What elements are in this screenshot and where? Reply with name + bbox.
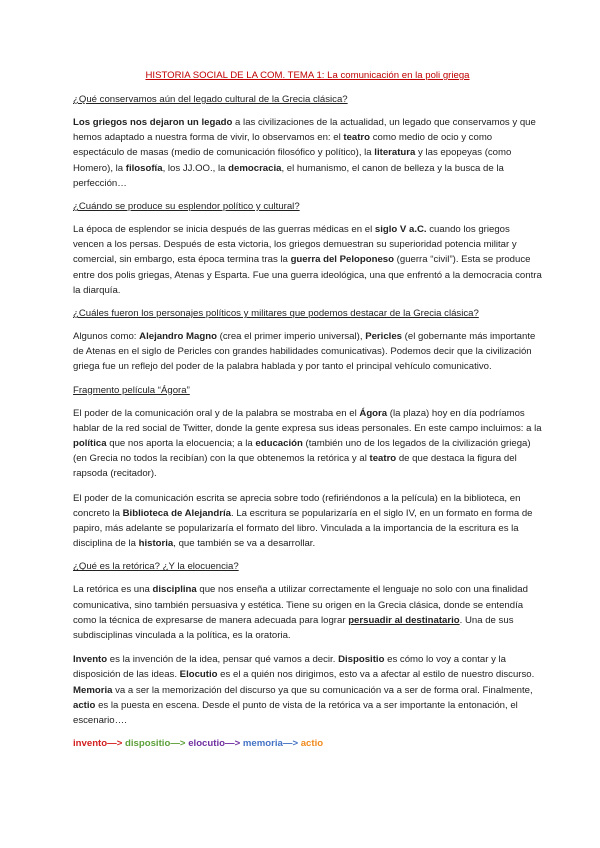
text-run: va a ser la memorización del discurso ya que su comunicación va a ser de forma oral. Finalmente, — [112, 684, 533, 696]
bold-text: política — [73, 438, 107, 450]
bold-text: filosofía — [125, 162, 163, 174]
bold-text: Elocutio — [179, 669, 218, 681]
section-question: ¿Cuándo se produce su esplendor político y cultural? — [73, 201, 300, 213]
text-run: y las epopeyas (como Homero), la — [73, 147, 512, 174]
bold-text: Pericles — [365, 331, 402, 343]
text-run: Algunos como: — [73, 331, 140, 343]
chain-arrow: —> — [282, 738, 301, 750]
text-run: cuando los griegos vencen a los persas. Después de esta victoria, los griegos demuestran su superioridad potencia militar y comercial, sin embargo, esta época termina tras la — [73, 224, 517, 266]
chain-step: dispositio — [125, 738, 171, 750]
text-run: como medio de ocio y como espectáculo de masas (medio de comunicación filosófico y político), la — [73, 132, 493, 159]
bold-text: teatro — [369, 453, 397, 465]
chain-step: actio — [300, 738, 324, 750]
text-run: , que también se va a desarrollar. — [173, 538, 316, 550]
bold-text: Biblioteca de Alejandría — [122, 507, 232, 519]
bold-text: Los griegos nos dejaron un legado — [73, 117, 233, 128]
text-run: (el gobernante más importante de Atenas en el siglo de Pericles con grandes habilidades comunicativas). Podemos decir que la civilización griega fue un reflejo del poder de la palabra hablada y por tanto el principal vehículo comunicativo. — [73, 331, 536, 373]
text-run: , los JJ.OO., la — [162, 162, 229, 174]
text-run: La retórica es una — [73, 584, 153, 596]
bold-text: disciplina — [152, 584, 197, 596]
chain-arrow: —> — [107, 738, 125, 750]
bold-text: siglo V a.C. — [374, 224, 427, 236]
text-run: , el humanismo, el canon de belleza y la busca de la perfección… — [73, 162, 504, 189]
text-run: (también uno de los legados de la civilización griega) (en Grecia no todos la recibían) con la que obtenemos la retórica y al — [73, 438, 531, 465]
text-run: El poder de la comunicación escrita se aprecia sobre todo (refiriéndonos a la película) en la biblioteca, en concreto la — [73, 492, 521, 519]
document-body — [73, 93, 542, 728]
bold-text: Invento — [73, 654, 108, 666]
section-paragraph — [73, 652, 542, 728]
text-run: (guerra “civil”). Esta se produce entre dos polis griegas, Atenas y Esparta. Fue una guerra ideológica, una que enfrentó a la democracia contra la diarquía. — [73, 254, 542, 296]
document-title: HISTORIA SOCIAL DE LA COM. TEMA 1: La comunicación en la poli griega — [145, 70, 470, 81]
section-paragraph — [73, 406, 542, 482]
text-run: es el a quién nos dirigimos, esto va a afectar al estilo de nuestro discurso. — [217, 669, 535, 681]
text-run: . La escritura se popularizaría en el siglo IV, en un formato en forma de papiro, más adelante se popularizaría el formato del libro. Vinculada a la importancia de la escritura es la disciplina de la — [73, 507, 533, 550]
text-run: de que destaca la figura del rapsoda (recitador). — [73, 453, 517, 480]
bold-text: Ágora — [359, 407, 388, 419]
text-run: (crea el primer imperio universal), — [216, 331, 366, 343]
section-question: Fragmento película “Ágora” — [73, 384, 190, 396]
chain-step: memoria — [242, 738, 283, 750]
text-run: es cómo lo voy a contar y la disposición de las ideas. — [73, 654, 507, 681]
text-run: que nos aporta la elocuencia; a la — [106, 438, 256, 450]
bold-text: actio — [73, 699, 96, 711]
bold-text: Dispositio — [338, 654, 385, 666]
bold-text: democracia — [228, 162, 282, 174]
text-run: que nos enseña a utilizar correctamente el lenguaje no solo con una finalidad comunicativa, sino también persuasiva y estética. Tiene su origen en la Grecia clásica, donde se entendía como la técnica de expresarse de manera adecuada para lograr — [73, 584, 528, 626]
text-run: a las civilizaciones de la actualidad, un legado que conservamos y que hemos adaptado a nuestra forma de vivir, lo observamos en: el — [73, 117, 536, 144]
chain-arrow: —> — [170, 738, 189, 750]
bold-text: guerra del Peloponeso — [290, 254, 394, 266]
bold-text: educación — [255, 438, 303, 450]
text-run: es la puesta en escena. Desde el punto de vista de la retórica va a ser importante la entonación, el escenario…. — [73, 699, 518, 727]
chain-step: elocutio — [188, 738, 225, 750]
chain-step: invento — [73, 738, 108, 750]
section-paragraph — [73, 115, 542, 191]
bold-text: historia — [138, 538, 174, 550]
chain-arrow: —> — [224, 738, 243, 750]
section-paragraph — [73, 222, 542, 298]
bold-text: teatro — [343, 132, 371, 144]
rhetoric-steps-chain — [73, 737, 542, 751]
bold-text: Alejandro Magno — [139, 331, 217, 343]
section-question: ¿Qué conservamos aún del legado cultural de la Grecia clásica? — [73, 94, 348, 105]
section-question: ¿Cuáles fueron los personajes políticos y militares que podemos destacar de la Grecia clásica? — [73, 308, 479, 320]
section-paragraph — [73, 491, 542, 552]
section-paragraph — [73, 582, 542, 643]
section-question: ¿Qué es la retórica? ¿Y la elocuencia? — [73, 561, 239, 573]
section-paragraph — [73, 329, 542, 375]
text-run: . Una de sus subdisciplinas vinculada a la política, es la oratoria. — [73, 614, 514, 642]
text-run: La época de esplendor se inicia después de las guerras médicas en el — [73, 224, 375, 236]
text-run: es la invención de la idea, pensar qué vamos a decir. — [107, 654, 339, 666]
text-run: El poder de la comunicación oral y de la palabra se mostraba en el — [73, 407, 360, 419]
text-run: (la plaza) hoy en día podríamos hablar de la red social de Twitter, donde la gente expresa sus ideas personales. En este campo incluimos: a la — [73, 407, 542, 434]
bold-text: Memoria — [73, 684, 113, 696]
bold-text: literatura — [374, 147, 416, 159]
bold-text: persuadir al destinatario — [348, 614, 460, 626]
